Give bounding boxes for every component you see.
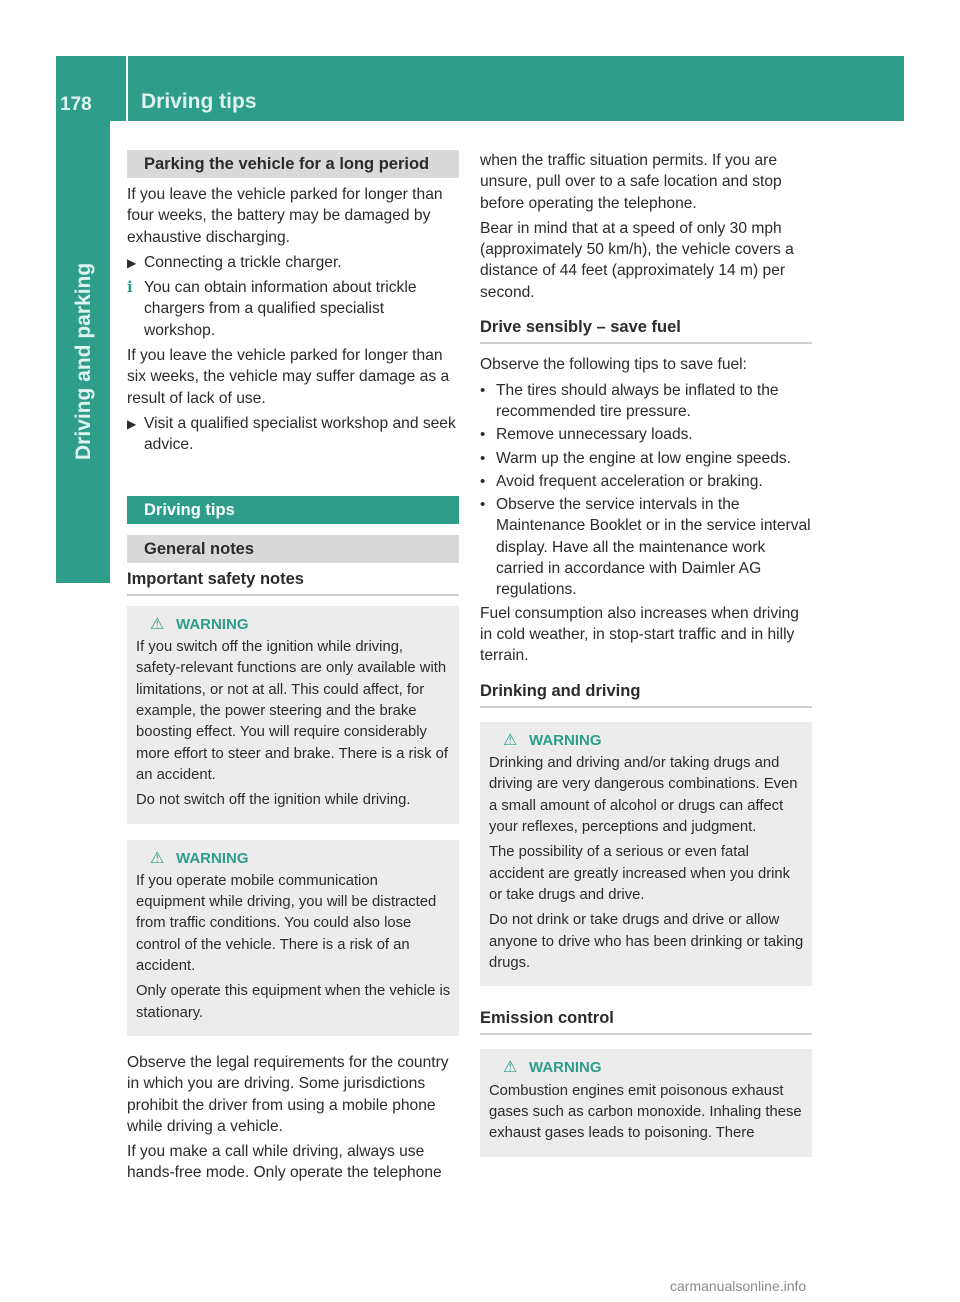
list-item-text: Remove unnecessary loads. xyxy=(496,426,693,444)
heading-emission-control: Emission control xyxy=(480,1008,812,1035)
section-title-driving-tips: Driving tips xyxy=(127,496,459,524)
bullet-icon: • xyxy=(480,449,486,467)
warning-triangle-icon: ⚠ xyxy=(503,731,518,749)
warning-text: The possibility of a serious or even fatal accident are greatly increased when you drink or take drugs and drive. xyxy=(489,844,791,903)
info-icon: i xyxy=(127,278,133,297)
paragraph: If you make a call while driving, always use hands-free mode. Only operate the telephone xyxy=(127,1143,442,1182)
warning-text: Do not drink or take drugs and drive or allow anyone to drive who has been drinking or taking drugs. xyxy=(489,912,804,971)
warning-triangle-icon: ⚠ xyxy=(150,849,165,867)
list-item xyxy=(480,494,812,600)
section-title-parking: Parking the vehicle for a long period xyxy=(127,150,459,178)
warning-triangle-icon: ⚠ xyxy=(503,1059,518,1077)
bullet-icon: • xyxy=(480,426,486,444)
warning-header xyxy=(503,730,804,751)
warning-label: WARNING xyxy=(176,849,249,867)
section-title-general-notes: General notes xyxy=(127,535,459,563)
info-text: You can obtain information about trickle chargers from a qualified specialist workshop. xyxy=(144,279,417,339)
list-item xyxy=(480,448,812,469)
warning-header xyxy=(503,1057,804,1078)
warning-text: Drinking and driving and/or taking drugs and driving are very dangerous combinations. Even a small amount of alcohol or drugs can affect your reflexes, perceptions and judgment. xyxy=(489,755,798,836)
list-item-text: Avoid frequent acceleration or braking. xyxy=(496,472,763,490)
paragraph: If you leave the vehicle parked for longer than four weeks, the battery may be damaged by exhaustive discharging. xyxy=(127,186,443,246)
warning-box xyxy=(127,840,459,1036)
list-item-text: The tires should always be inflated to the recommended tire pressure. xyxy=(496,381,779,420)
heading-drinking-driving: Drinking and driving xyxy=(480,681,812,708)
warning-box xyxy=(127,606,459,824)
header-title: Driving tips xyxy=(141,90,257,113)
paragraph: when the traffic situation permits. If you are unsure, pull over to a safe location and stop before operating the telephone. xyxy=(480,152,782,212)
warning-text: Only operate this equipment when the vehicle is stationary. xyxy=(136,983,451,1021)
warning-header xyxy=(150,848,451,869)
warning-text: If you operate mobile communication equipment while driving, you will be distracted from traffic conditions. You could also lose control of the vehicle. There is a risk of an accident. xyxy=(136,872,437,975)
list-item-text: Observe the service intervals in the Maintenance Booklet or in the service interval display. Have all the maintenance work carried in accordance with Daimler AG regulations. xyxy=(496,496,811,599)
warning-text: Combustion engines emit poisonous exhaust gases such as carbon monoxide. Inhaling these exhaust gases leads to poisoning. There xyxy=(489,1082,802,1142)
step-text: Visit a qualified specialist workshop and seek advice. xyxy=(144,414,456,454)
paragraph: Fuel consumption also increases when driving in cold weather, in stop-start traffic and in hilly terrain. xyxy=(480,604,799,665)
page-number: 178 xyxy=(60,94,92,115)
paragraph: Bear in mind that at a speed of only 30 mph (approximately 50 km/h), the vehicle covers a distance of 44 feet (approximately 14 m) per second. xyxy=(480,219,794,301)
warning-triangle-icon: ⚠ xyxy=(150,615,165,633)
arrow-right-icon: ▶ xyxy=(127,255,137,270)
paragraph: Observe the following tips to save fuel: xyxy=(480,356,747,374)
info-note xyxy=(127,277,459,341)
heading-safety-notes: Important safety notes xyxy=(127,569,459,596)
bullet-icon: • xyxy=(480,381,486,399)
left-column xyxy=(127,150,459,1188)
warning-box xyxy=(480,722,812,986)
warning-box xyxy=(480,1049,812,1156)
bullet-icon: • xyxy=(480,472,486,490)
warning-label: WARNING xyxy=(176,615,249,633)
paragraph: If you leave the vehicle parked for longer than six weeks, the vehicle may suffer damage as a result of lack of use. xyxy=(127,347,450,407)
warning-header xyxy=(150,614,451,635)
list-item xyxy=(480,380,812,423)
warning-label: WARNING xyxy=(529,1059,602,1077)
step-item xyxy=(127,413,459,456)
list-item xyxy=(480,471,812,492)
watermark: carmanualsonline.info xyxy=(670,1278,807,1294)
warning-text: Do not switch off the ignition while driving. xyxy=(136,792,411,809)
list-item-text: Warm up the engine at low engine speeds. xyxy=(496,449,792,467)
arrow-right-icon: ▶ xyxy=(127,416,137,431)
header-divider xyxy=(126,56,128,121)
warning-label: WARNING xyxy=(529,731,602,749)
list-item xyxy=(480,424,812,445)
warning-text: If you switch off the ignition while driving, safety-relevant functions are only available with limitations, or not at all. This could affect, for example, the power steering and the brake boosting effect. You will require considerably more effort to steer and brake. There is a risk of an accident. xyxy=(136,639,448,783)
paragraph: Observe the legal requirements for the country in which you are driving. Some jurisdictions prohibit the driver from using a mobile phone while driving a vehicle. xyxy=(127,1053,449,1135)
bullet-icon: • xyxy=(480,496,486,514)
right-column xyxy=(480,150,812,1173)
side-tab-label: Driving and parking xyxy=(72,262,95,460)
step-item xyxy=(127,252,459,273)
step-text: Connecting a trickle charger. xyxy=(144,253,342,271)
heading-save-fuel: Drive sensibly – save fuel xyxy=(480,317,812,344)
